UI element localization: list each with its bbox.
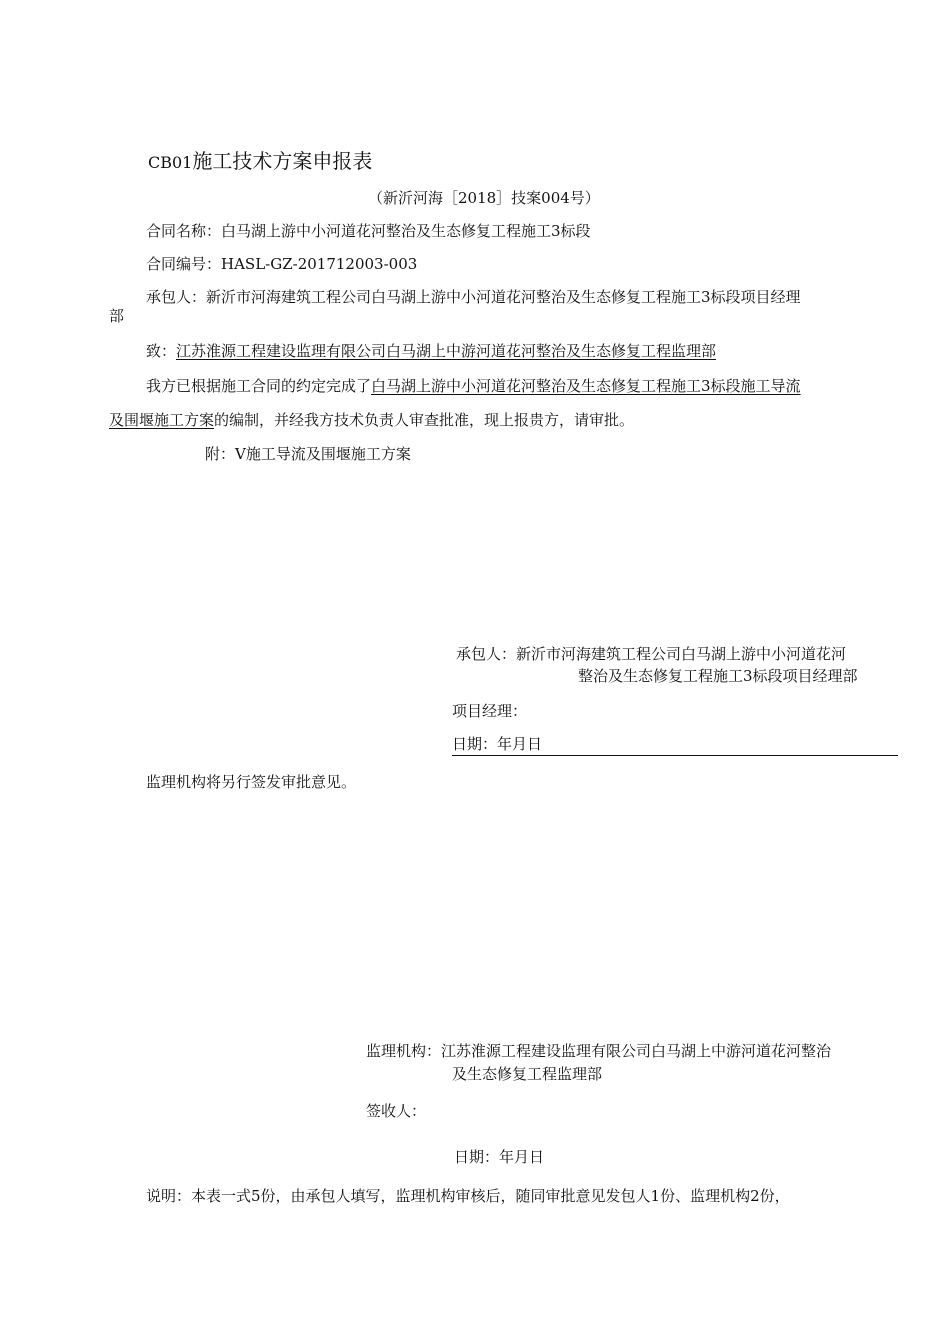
contractor-line: 承包人：新沂市河海建筑工程公司白马湖上游中小河道花河整治及生态修复工程施工3标段项目经理 <box>146 288 801 306</box>
form-title-text: 施工技术方案申报表 <box>192 149 373 173</box>
attachment-line: 附：V施工导流及围堰施工方案 <box>205 445 411 463</box>
body-line-1 <box>146 375 801 396</box>
project-manager-field: 项目经理： <box>452 702 528 720</box>
contractor-line-wrap: 部 <box>109 307 125 325</box>
addressee-value: 江苏淮源工程建设监理有限公司白马湖上中游河道花河整治及生态修复工程监理部 <box>176 342 717 360</box>
document-number: （新沂河海［2018］技案004号） <box>368 189 600 207</box>
contract-name-line: 合同名称：白马湖上游中小河道花河整治及生态修复工程施工3标段 <box>146 222 591 240</box>
body-intro: 我方已根据施工合同的约定完成了 <box>146 377 372 395</box>
plan-name-part2: 及围堰施工方案 <box>109 411 215 429</box>
plan-name-part1: 白马湖上游中小河道花河整治及生态修复工程施工3标段施工导流 <box>371 377 801 395</box>
form-title <box>148 145 372 174</box>
body-line-2 <box>109 409 634 430</box>
form-code: CB01 <box>148 153 193 172</box>
body-tail: 的编制，并经我方技术负责人审查批准，现上报贵方，请审批。 <box>214 411 635 429</box>
contractor-sign-line2: 整治及生态修复工程施工3标段项目经理部 <box>578 667 858 685</box>
contract-number-line: 合同编号：HASL-GZ-201712003-003 <box>146 255 418 273</box>
supervisor-sign-line1: 监理机构：江苏淮源工程建设监理有限公司白马湖上中游河道花河整治 <box>366 1042 832 1060</box>
supervisor-note: 监理机构将另行签发审批意见。 <box>146 773 357 791</box>
supervisor-date-field: 日期：年月日 <box>454 1148 545 1166</box>
contractor-sign-line1: 承包人：新沂市河海建筑工程公司白马湖上游中小河道花河 <box>456 645 847 663</box>
supervisor-sign-line2: 及生态修复工程监理部 <box>452 1065 603 1083</box>
contractor-date-field: 日期：年月日 <box>452 733 898 756</box>
footnote: 说明：本表一式5份，由承包人填写，监理机构审核后，随同审批意见发包人1份、监理机构2份， <box>146 1187 790 1205</box>
receiver-field: 签收人： <box>366 1102 427 1120</box>
addressee-line <box>146 340 716 361</box>
addressee-label: 致： <box>146 342 177 360</box>
